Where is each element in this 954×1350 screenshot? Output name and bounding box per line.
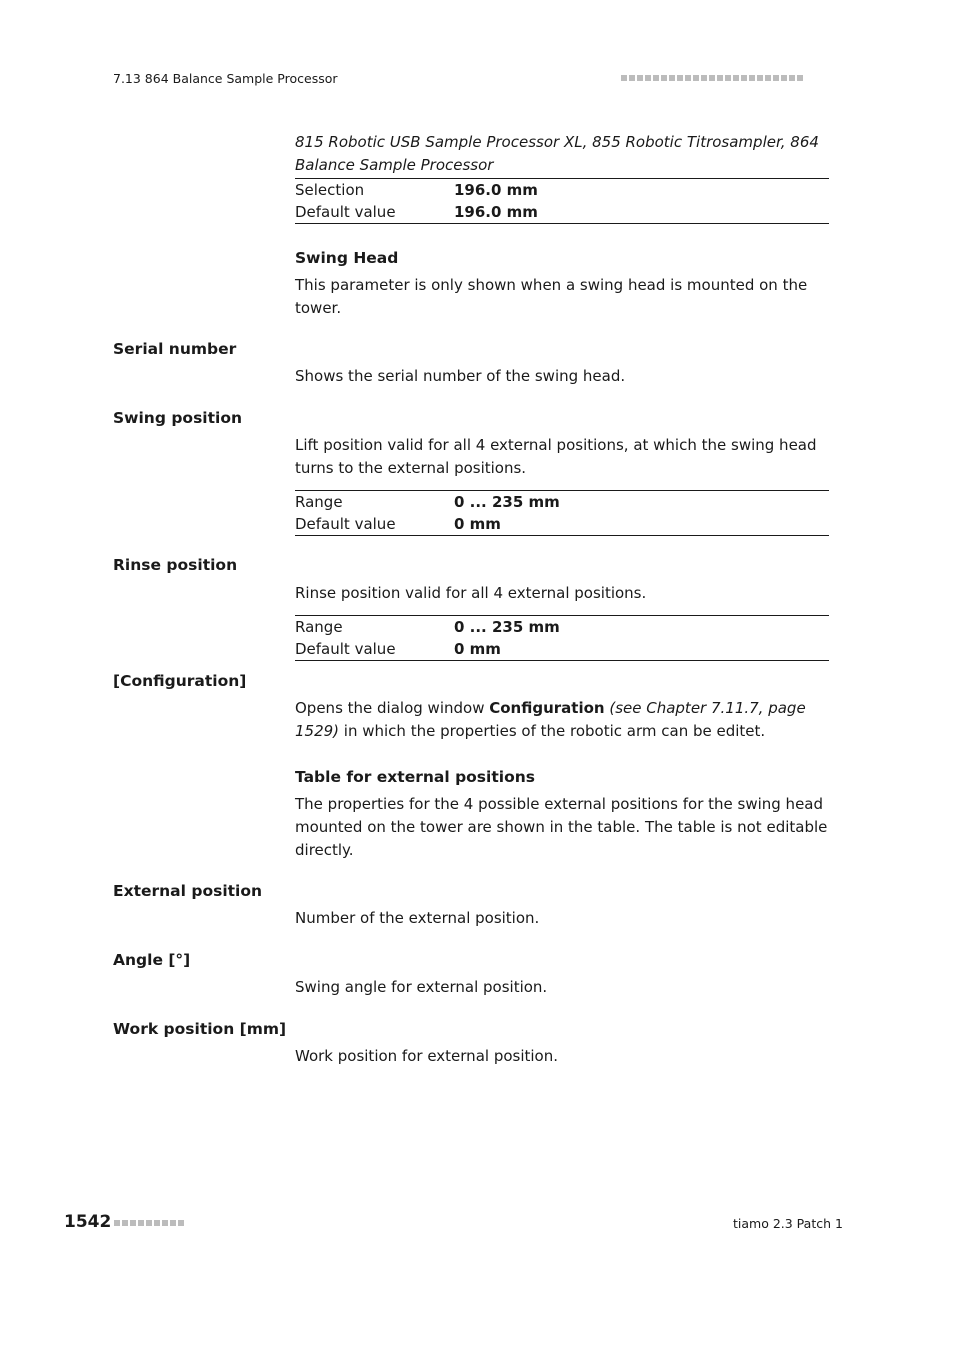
rinse-position-description: Rinse position valid for all 4 external positions.: [295, 584, 647, 602]
table-row: [295, 616, 829, 638]
table-external-description: The properties for the 4 possible external positions for the swing head mounted on the tower are shown in the table. The table is not editable directly.: [295, 795, 828, 859]
footer-decoration-dots: [114, 1220, 184, 1226]
subheading-swing-head: Swing Head: [295, 249, 399, 267]
running-header-section: 7.13 864 Balance Sample Processor: [113, 71, 338, 86]
parameter-table-rinse-position: [295, 615, 829, 661]
chapter-reference-link[interactable]: (see Chapter 7.11.7, page 1529): [295, 699, 806, 740]
serial-number-description: Shows the serial number of the swing head.: [295, 367, 626, 385]
subheading-table-external-positions: Table for external positions: [295, 768, 535, 786]
table-value: 0 mm: [454, 515, 501, 533]
table-value: 0 ... 235 mm: [454, 493, 560, 511]
term-configuration: [Configuration]: [113, 672, 247, 690]
angle-description: Swing angle for external position.: [295, 978, 548, 996]
term-serial-number: Serial number: [113, 340, 237, 358]
configuration-text-before: Opens the dialog window: [295, 699, 490, 717]
page-number: 1542: [64, 1212, 112, 1232]
table-caption: 815 Robotic USB Sample Processor XL, 855 Robotic Titrosampler, 864 Balance Sample Processor: [295, 133, 819, 174]
table-value: 0 mm: [454, 640, 501, 658]
table-key: Default value: [295, 640, 396, 658]
footer-product-name: tiamo 2.3 Patch 1: [733, 1216, 843, 1231]
table-value: 196.0 mm: [454, 181, 538, 199]
table-key: Default value: [295, 515, 396, 533]
work-position-description: Work position for external position.: [295, 1047, 558, 1065]
configuration-text-after: in which the properties of the robotic arm can be editet.: [339, 722, 766, 740]
table-key: Range: [295, 493, 343, 511]
table-value: 0 ... 235 mm: [454, 618, 560, 636]
table-key: Default value: [295, 203, 396, 221]
parameter-table-swing-position: [295, 490, 829, 536]
table-key: Range: [295, 618, 343, 636]
term-external-position: External position: [113, 882, 263, 900]
table-row: [295, 491, 829, 513]
table-row: [295, 638, 829, 660]
swing-position-description: Lift position valid for all 4 external positions, at which the swing head turns to the external positions.: [295, 436, 817, 477]
configuration-dialog-name: Configuration: [489, 699, 605, 717]
term-swing-position: Swing position: [113, 409, 243, 427]
table-row: [295, 201, 829, 223]
parameter-table-intro: [295, 178, 829, 224]
table-row: [295, 179, 829, 201]
term-angle: Angle [°]: [113, 951, 191, 969]
table-value: 196.0 mm: [454, 203, 538, 221]
swing-head-description: This parameter is only shown when a swing head is mounted on the tower.: [295, 276, 808, 317]
external-position-description: Number of the external position.: [295, 909, 540, 927]
table-row: [295, 513, 829, 535]
table-key: Selection: [295, 181, 365, 199]
term-work-position: Work position [mm]: [113, 1020, 287, 1038]
configuration-description: [295, 697, 829, 743]
term-rinse-position: Rinse position: [113, 556, 238, 574]
header-decoration-dots: [621, 75, 803, 81]
